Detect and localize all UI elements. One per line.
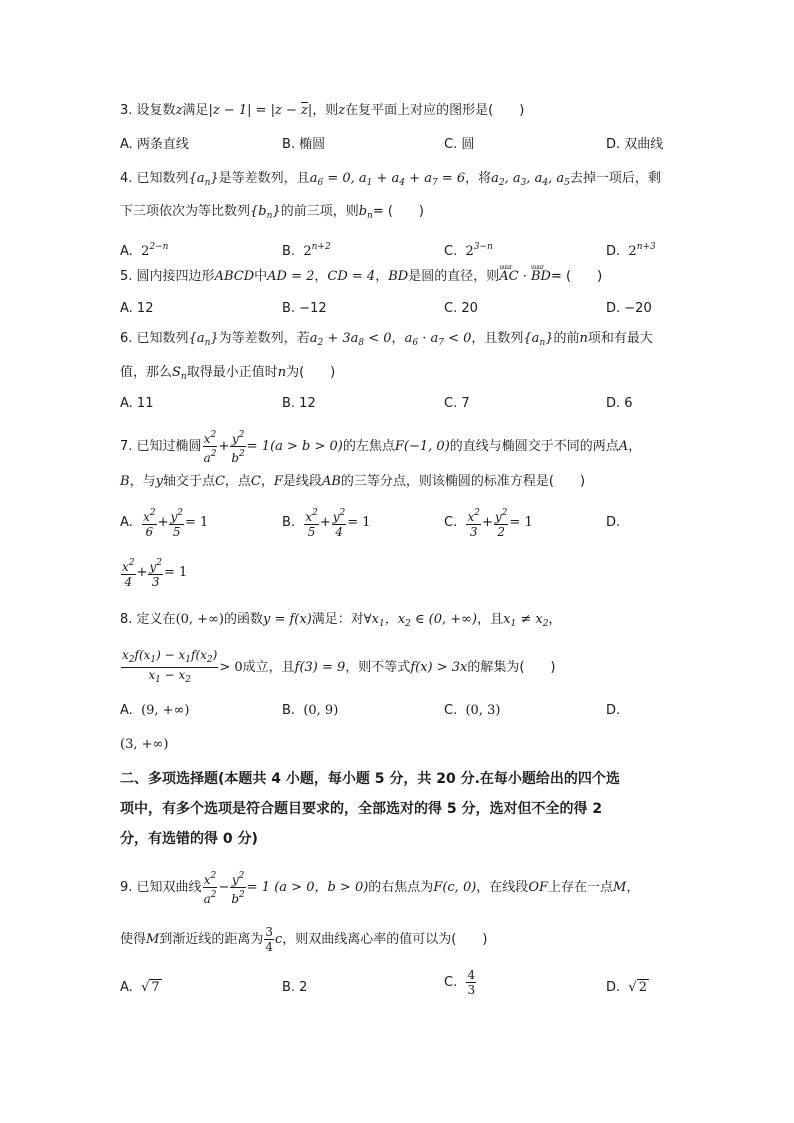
q3-option-a[interactable]: A. 两条直线 [120, 137, 189, 152]
q4-stem-line2: 下三项依次为等比数列$\{b_n\}$的前三项，则$b_n=$ ( ) [120, 204, 424, 221]
q4-option-d[interactable]: D. $2^{n+3}$ [606, 242, 656, 259]
q6-stem-line2: 值，那么$S_n$取得最小正值时n为( ) [120, 365, 336, 382]
section-2-heading-line1: 二、多项选择题(本题共 4 小题，每小题 5 分，共 20 分.在每小题给出的四个选 [120, 771, 620, 787]
q7-option-a[interactable]: A. $\frac{x^2}{6}$ + $\frac{y^2}{5}$ = 1 [120, 508, 209, 539]
q8-option-d[interactable]: (3, +∞) [120, 737, 169, 752]
q8-stem-line1: 8. 定义在(0, +∞)的函数y = f(x)满足：对$\forall x_1$，$x_2$ ∈ (0, +∞)，且$x_1 \ne x_2$， [120, 612, 562, 629]
q6-stem-line1: 6. 已知数列$\{a_n\}$为等差数列，若$a_2 + 3a_8 < 0$，$a_6 \cdot a_7 < 0$，且数列$\{a_n\}$的前n项和有最大 [120, 331, 653, 348]
q3-option-d[interactable]: D. 双曲线 [606, 137, 664, 152]
section-2-heading-line3: 分，有选错的得 0 分) [120, 831, 258, 847]
q9-option-a[interactable]: A. √ 7 [120, 980, 160, 995]
q4-option-b[interactable]: B. $2^{n+2}$ [282, 242, 331, 259]
q8-option-c[interactable]: C. (0, 3) [444, 703, 501, 718]
q5-option-b[interactable]: B. −12 [282, 301, 327, 316]
q7-option-d[interactable]: $\frac{x^2}{4}$ + $\frac{y^2}{3}$ = 1 [122, 558, 188, 589]
q5-option-d[interactable]: D. −20 [606, 301, 652, 316]
q4-option-c[interactable]: C. $2^{3-n}$ [444, 242, 493, 259]
q4-option-a[interactable]: A. $2^{2-n}$ [120, 242, 169, 259]
q3-option-b[interactable]: B. 椭圆 [282, 137, 326, 152]
q8-option-a[interactable]: A. (9, +∞) [120, 703, 190, 718]
q5-option-c[interactable]: C. 20 [444, 301, 478, 316]
q6-option-a[interactable]: A. 11 [120, 396, 154, 411]
q9-option-c[interactable]: C. $\frac{4}{3}$ [444, 968, 476, 997]
q5-option-a[interactable]: A. 12 [120, 301, 154, 316]
q8-option-b[interactable]: B. (0, 9) [282, 703, 339, 718]
q4-stem-line1: 4. 已知数列$\{a_n\}$是等差数列，且$a_6 = 0$, $a_1 + a_4 + a_7 = 6$，将$a_2$, $a_3$, $a_4$, $a_5$去掉一项后，剩 [120, 171, 661, 188]
q9-option-d[interactable]: D. √ 2 [606, 980, 647, 995]
q6-option-b[interactable]: B. 12 [282, 396, 316, 411]
q7-option-d-label[interactable]: D. [606, 515, 621, 530]
q9-option-b[interactable]: B. 2 [282, 980, 308, 995]
q6-option-d[interactable]: D. 6 [606, 396, 633, 411]
q9-stem-line2: 使得M到渐近线的距离为 $\frac{3}{4}$ c，则双曲线离心率的值可以为( ) [120, 925, 488, 954]
q7-option-b[interactable]: B. $\frac{x^2}{5}$ + $\frac{y^2}{4}$ = 1 [282, 508, 371, 539]
q7-stem-line1: 7. 已知过椭圆 $\frac{x^2}{a^2}$ + $\frac{y^2}{b^2}$ = 1(a > b > 0)的左焦点F(−1, 0)的直线与椭圆交于不同的两点A， [120, 430, 642, 465]
q9-stem-line1: 9. 已知双曲线 $\frac{x^2}{a^2}$ − $\frac{y^2}{b^2}$ = 1 (a > 0，b > 0)的右焦点为F(c, 0)，在线段OF上存在一点M， [120, 871, 640, 906]
section-2-heading-line2: 项中，有多个选项是符合题目要求的，全部选对的得 5 分，选对但不全的得 2 [120, 801, 603, 817]
q3-stem: 3. 设复数z满足$|z - 1| = |z - \overline{z}|$，则z在复平面上对应的图形是( ) [120, 103, 525, 118]
q7-stem-line2: B，与y轴交于点C，点C，F是线段AB的三等分点，则该椭圆的标准方程是( ) [120, 474, 586, 489]
q5-stem: 5. 圆内接四边形ABCD中AD = 2，CD = 4，BD是圆的直径，则uuur AC · uuur BD= ( ) [120, 266, 602, 288]
q7-option-c[interactable]: C. $\frac{x^2}{3}$ + $\frac{y^2}{2}$ = 1 [444, 508, 533, 539]
q3-option-c[interactable]: C. 圆 [444, 137, 475, 152]
q6-option-c[interactable]: C. 7 [444, 396, 470, 411]
q8-option-d-label[interactable]: D. [606, 703, 621, 718]
q8-stem-line2: $\frac{x_2f(x_1) - x_1f(x_2)}{x_1 - x_2}$ > 0成立，且f(3) = 9，则不等式f(x) > 3x的解集为( ) [122, 648, 556, 685]
